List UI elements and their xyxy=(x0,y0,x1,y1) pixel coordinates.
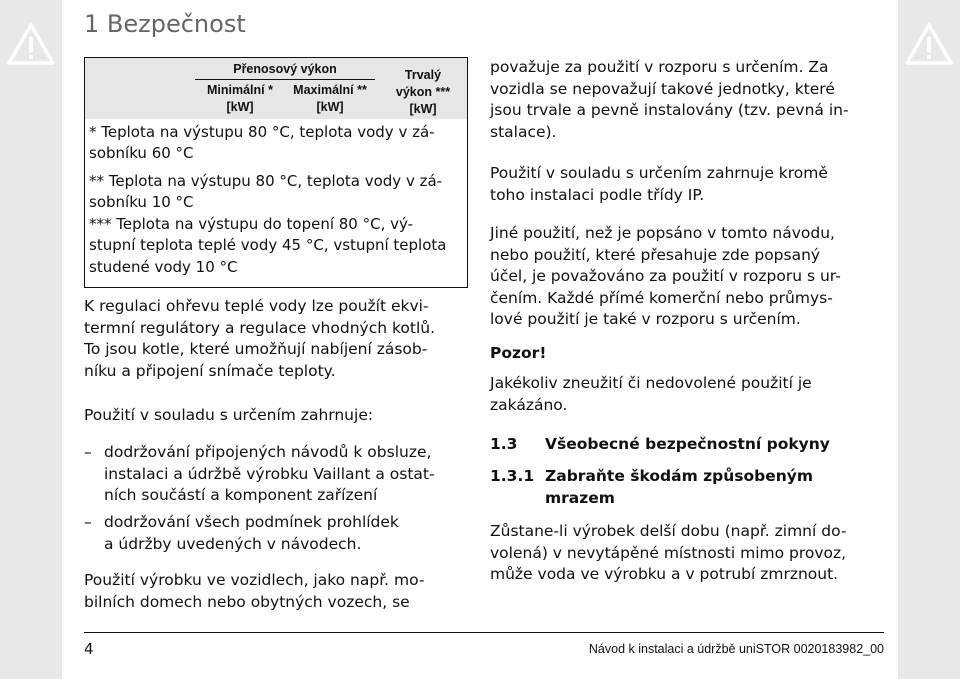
paragraph-misuse: Jakékoliv zneužití či nedovolené použití je zakázáno. xyxy=(490,374,812,414)
header-transfer-power: Přenosový výkon xyxy=(233,62,337,76)
page-number: 4 xyxy=(84,640,94,658)
list-item-text: dodržování připojených návodů k obsluze, instalaci a údržbě výrobku Vaillant a ostat- ních součástí a komponent zařízení xyxy=(104,443,435,505)
header-divider xyxy=(195,79,375,80)
header-continuous: Trvalý výkon *** [kW] xyxy=(395,68,451,116)
list-item-text: dodržování všech podmínek prohlídek a údržby uvedených v návodech. xyxy=(104,513,399,553)
section-number: 1.3 xyxy=(490,435,518,453)
paragraph-intended-use: Použití v souladu s určením zahrnuje: xyxy=(84,406,374,424)
section-title: Všeobecné bezpečnostní pokyny xyxy=(545,435,830,453)
bullet-dash: – xyxy=(84,443,92,461)
paragraph-vehicles: Použití výrobku ve vozidlech, jako např. mo- bilních domech nebo obytných vozech, se xyxy=(84,571,425,611)
paragraph-other-use: Jiné použití, než je popsáno v tomto návodu, nebo použití, které přesahuje zde popsaný účel, je považováno za použití v rozporu s ur- čením. Každé přímé komerční nebo průmys- lové použití je také v rozporu s určením. xyxy=(490,224,841,329)
header-minimum: Minimální * [kW] xyxy=(207,83,273,114)
right-margin-band xyxy=(898,0,960,679)
header-maximum: Maximální ** [kW] xyxy=(293,83,367,114)
warning-triangle-icon xyxy=(6,22,56,66)
table-note-3: *** Teplota na výstupu do topení 80 °C, vý- stupní teplota teplé vody 45 °C, vstupní teplota studené vody 10 °C xyxy=(89,215,447,276)
paragraph-ip-class: Použití v souladu s určením zahrnuje kromě toho instalaci podle třídy IP. xyxy=(490,164,828,204)
page-title: 1 Bezpečnost xyxy=(84,10,246,38)
table-note-2: ** Teplota na výstupu 80 °C, teplota vody v zá- sobníku 10 °C xyxy=(89,172,443,212)
footer-document-title: Návod k instalaci a údržbě uniSTOR 0020183982_00 xyxy=(588,642,884,656)
paragraph-vehicles-continued: považuje za použití v rozporu s určením. Za vozidla se nepovažují takové jednotky, které jsou trvale a pevně instalovány (tzv. pevná in- stalace). xyxy=(490,58,849,141)
section-number: 1.3.1 xyxy=(490,467,535,485)
warning-triangle-icon xyxy=(904,22,954,66)
left-margin-band xyxy=(0,0,62,679)
bullet-dash: – xyxy=(84,513,92,531)
footer-divider xyxy=(84,632,884,633)
power-spec-table xyxy=(84,57,468,288)
paragraph-regulation: K regulaci ohřevu teplé vody lze použít ekvi- termní regulátory a regulace vhodných kotlů. To jsou kotle, které umožňují nabíjení zásob- níku a připojení snímače teploty. xyxy=(84,297,436,380)
caution-label: Pozor! xyxy=(490,344,547,362)
section-title: Zabraňte škodám způsobeným mrazem xyxy=(545,467,814,507)
paragraph-frost: Zůstane-li výrobek delší dobu (např. zimní do- volená) v nevytápěné místnosti mimo provoz, může voda ve výrobku a v potrubí zmrznout. xyxy=(490,522,847,584)
table-note-1: * Teplota na výstupu 80 °C, teplota vody v zá- sobníku 60 °C xyxy=(89,123,435,163)
